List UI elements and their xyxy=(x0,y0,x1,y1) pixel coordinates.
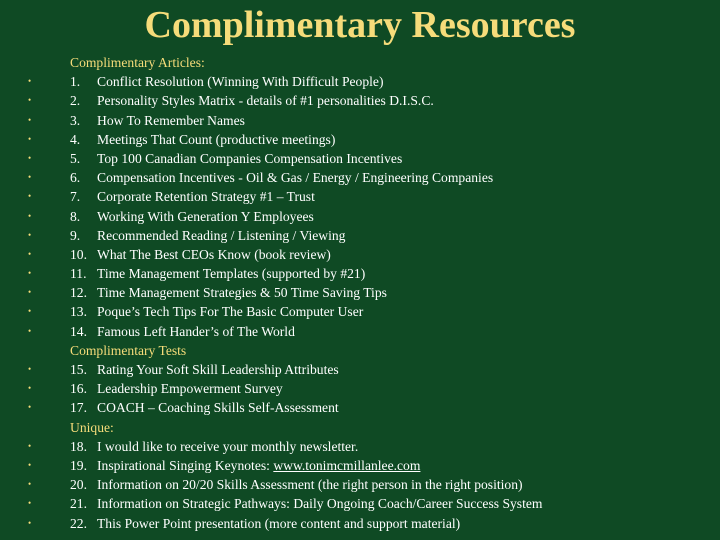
item-text: Poque’s Tech Tips For The Basic Computer User xyxy=(97,304,364,320)
list-item xyxy=(28,187,713,206)
list-item xyxy=(28,379,713,398)
list-item xyxy=(28,398,713,417)
list-item xyxy=(28,283,713,302)
slide-title: Complimentary Resources xyxy=(144,4,576,46)
item-text: I would like to receive your monthly newsletter. xyxy=(97,438,359,454)
bullet-icon: • xyxy=(28,459,32,470)
item-text: Working With Generation Y Employees xyxy=(97,208,314,224)
bullet-icon: • xyxy=(28,133,32,144)
list-item xyxy=(28,245,713,264)
item-number: 15. xyxy=(70,362,87,377)
bullet-icon: • xyxy=(28,191,32,202)
item-text: Famous Left Hander’s of The World xyxy=(97,323,295,339)
list-item xyxy=(28,264,713,283)
list-item xyxy=(28,302,713,321)
section-header-label: Complimentary Tests xyxy=(70,342,187,358)
bullet-icon: • xyxy=(28,498,32,509)
item-text-with-link xyxy=(97,456,420,475)
bullet-icon: • xyxy=(28,114,32,125)
bullet-icon: • xyxy=(28,76,32,87)
list-item xyxy=(28,130,713,149)
resource-list xyxy=(28,53,713,533)
item-number: 16. xyxy=(70,381,87,397)
list-item xyxy=(28,207,713,226)
item-number: 9. xyxy=(70,227,81,243)
item-number: 7. xyxy=(70,189,81,205)
item-text: Information on Strategic Pathways: Daily Ongoing Coach/Career Success System xyxy=(97,496,543,512)
bullet-icon: • xyxy=(28,402,32,413)
item-number: 2. xyxy=(70,93,81,109)
item-number: 8. xyxy=(70,208,81,224)
bullet-icon: • xyxy=(28,210,32,221)
item-text: This Power Point presentation (more content and support material) xyxy=(97,515,461,531)
item-number: 17. xyxy=(70,400,87,416)
item-text: Time Management Templates (supported by #21) xyxy=(97,266,366,282)
item-text: What The Best CEOs Know (book review) xyxy=(97,246,331,262)
item-number: 20. xyxy=(70,477,87,493)
section-header-label: Unique: xyxy=(70,419,114,435)
item-text: Meetings That Count (productive meetings) xyxy=(97,131,336,147)
item-number: 1. xyxy=(70,74,81,90)
bullet-icon: • xyxy=(28,440,32,451)
item-text: Rating Your Soft Skill Leadership Attributes xyxy=(97,362,339,377)
bullet-icon: • xyxy=(28,479,32,490)
section-header-label: Complimentary Articles: xyxy=(70,55,205,70)
bullet-icon: • xyxy=(28,306,32,317)
list-item xyxy=(28,168,713,187)
list-item xyxy=(28,149,713,168)
list-item xyxy=(28,72,713,91)
list-item xyxy=(28,475,713,494)
website-link[interactable]: www.tonimcmillanlee.com xyxy=(273,457,421,473)
section-header-tests xyxy=(28,341,713,360)
list-item xyxy=(28,360,713,379)
bullet-icon: • xyxy=(28,95,32,106)
item-text: Corporate Retention Strategy #1 – Trust xyxy=(97,189,315,205)
bullet-icon: • xyxy=(28,248,32,259)
item-text: Personality Styles Matrix - details of #1 personalities D.I.S.C. xyxy=(97,93,434,109)
list-item xyxy=(28,494,713,513)
item-number: 5. xyxy=(70,150,81,166)
list-item xyxy=(28,111,713,130)
item-number: 14. xyxy=(70,323,87,339)
list-item xyxy=(28,91,713,110)
item-number: 21. xyxy=(70,496,87,512)
item-text: COACH – Coaching Skills Self-Assessment xyxy=(97,400,339,416)
item-text: How To Remember Names xyxy=(97,112,245,128)
item-number: 12. xyxy=(70,285,87,301)
item-number: 22. xyxy=(70,515,87,531)
item-text: Recommended Reading / Listening / Viewing xyxy=(97,227,346,243)
item-number: 18. xyxy=(70,438,87,454)
bullet-icon: • xyxy=(28,383,32,394)
bullet-icon: • xyxy=(28,268,32,279)
item-text: Conflict Resolution (Winning With Difficult People) xyxy=(97,74,384,90)
list-item xyxy=(28,514,713,533)
item-number: 3. xyxy=(70,112,81,128)
item-text: Inspirational Singing Keynotes: xyxy=(97,457,274,473)
item-text: Top 100 Canadian Companies Compensation Incentives xyxy=(97,150,403,166)
item-text: Compensation Incentives - Oil & Gas / Energy / Engineering Companies xyxy=(97,170,494,186)
bullet-icon: • xyxy=(28,287,32,298)
bullet-icon: • xyxy=(28,152,32,163)
item-number: 4. xyxy=(70,131,81,147)
bullet-icon: • xyxy=(28,364,32,374)
item-text: Time Management Strategies & 50 Time Saving Tips xyxy=(97,285,387,301)
bullet-icon: • xyxy=(28,172,32,183)
item-text: Information on 20/20 Skills Assessment (the right person in the right position) xyxy=(97,477,523,493)
item-text: Leadership Empowerment Survey xyxy=(97,381,283,397)
section-header-unique xyxy=(28,418,713,437)
list-item xyxy=(28,437,713,456)
bullet-icon: • xyxy=(28,229,32,240)
bullet-icon: • xyxy=(28,325,32,336)
section-header-articles xyxy=(28,53,713,72)
item-number: 19. xyxy=(70,457,87,473)
list-item xyxy=(28,322,713,341)
item-number: 10. xyxy=(70,246,87,262)
list-item xyxy=(28,226,713,245)
bullet-icon: • xyxy=(28,517,32,528)
list-item xyxy=(28,456,713,475)
item-number: 6. xyxy=(70,170,81,186)
item-number: 11. xyxy=(70,266,87,282)
item-number: 13. xyxy=(70,304,87,320)
